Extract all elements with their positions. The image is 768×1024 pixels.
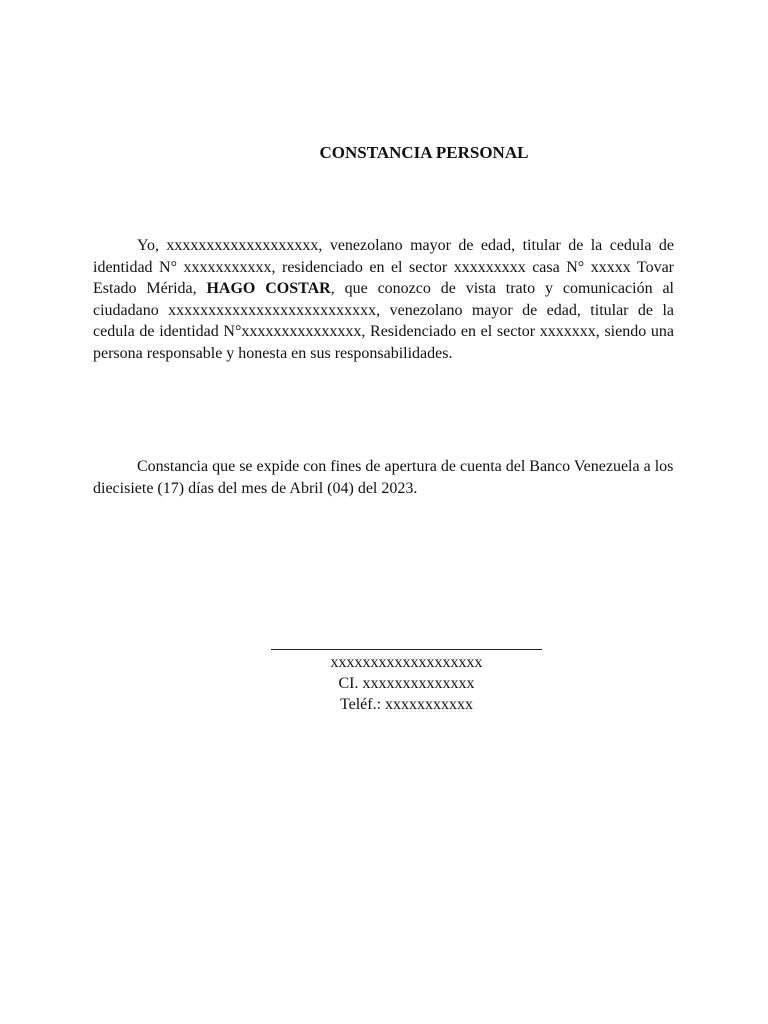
signer-phone: Teléf.: xxxxxxxxxxx bbox=[339, 696, 474, 713]
purpose-text: Constancia que se expide con fines de apertura de cuenta del Banco Venezuela a los diecisiete (17) días del mes de Abril (04) del 2023. bbox=[93, 458, 674, 497]
body-paragraph-purpose bbox=[93, 456, 674, 499]
signature-line bbox=[271, 649, 542, 650]
document-title: CONSTANCIA PERSONAL bbox=[319, 143, 529, 162]
signer-id-number: CI. xxxxxxxxxxxxxx bbox=[338, 675, 475, 692]
declaration-text-end: , que conozco de vista trato y comunicación al ciudadano xxxxxxxxxxxxxxxxxxxxxxxxxx, venezolano mayor de edad, titular de la cedula de identidad N°xxxxxxxxxxxxxxx, Residenciado en el sector xxxxxxx, siendo una persona responsable y honesta en sus responsabilidades. bbox=[93, 280, 674, 362]
signature-block bbox=[271, 652, 542, 715]
declaration-text-start: Yo, xxxxxxxxxxxxxxxxxxx, venezolano mayor de edad, titular de la cedula de identidad N° xxxxxxxxxxx, residenciado en el sector xxxxxxxxx casa N° xxxxx Tovar Estado Mérida, bbox=[93, 237, 674, 297]
signer-name: xxxxxxxxxxxxxxxxxxx bbox=[330, 654, 483, 671]
body-paragraph-declaration bbox=[93, 235, 674, 364]
declaration-bold-phrase: HAGO COSTAR bbox=[206, 280, 331, 297]
